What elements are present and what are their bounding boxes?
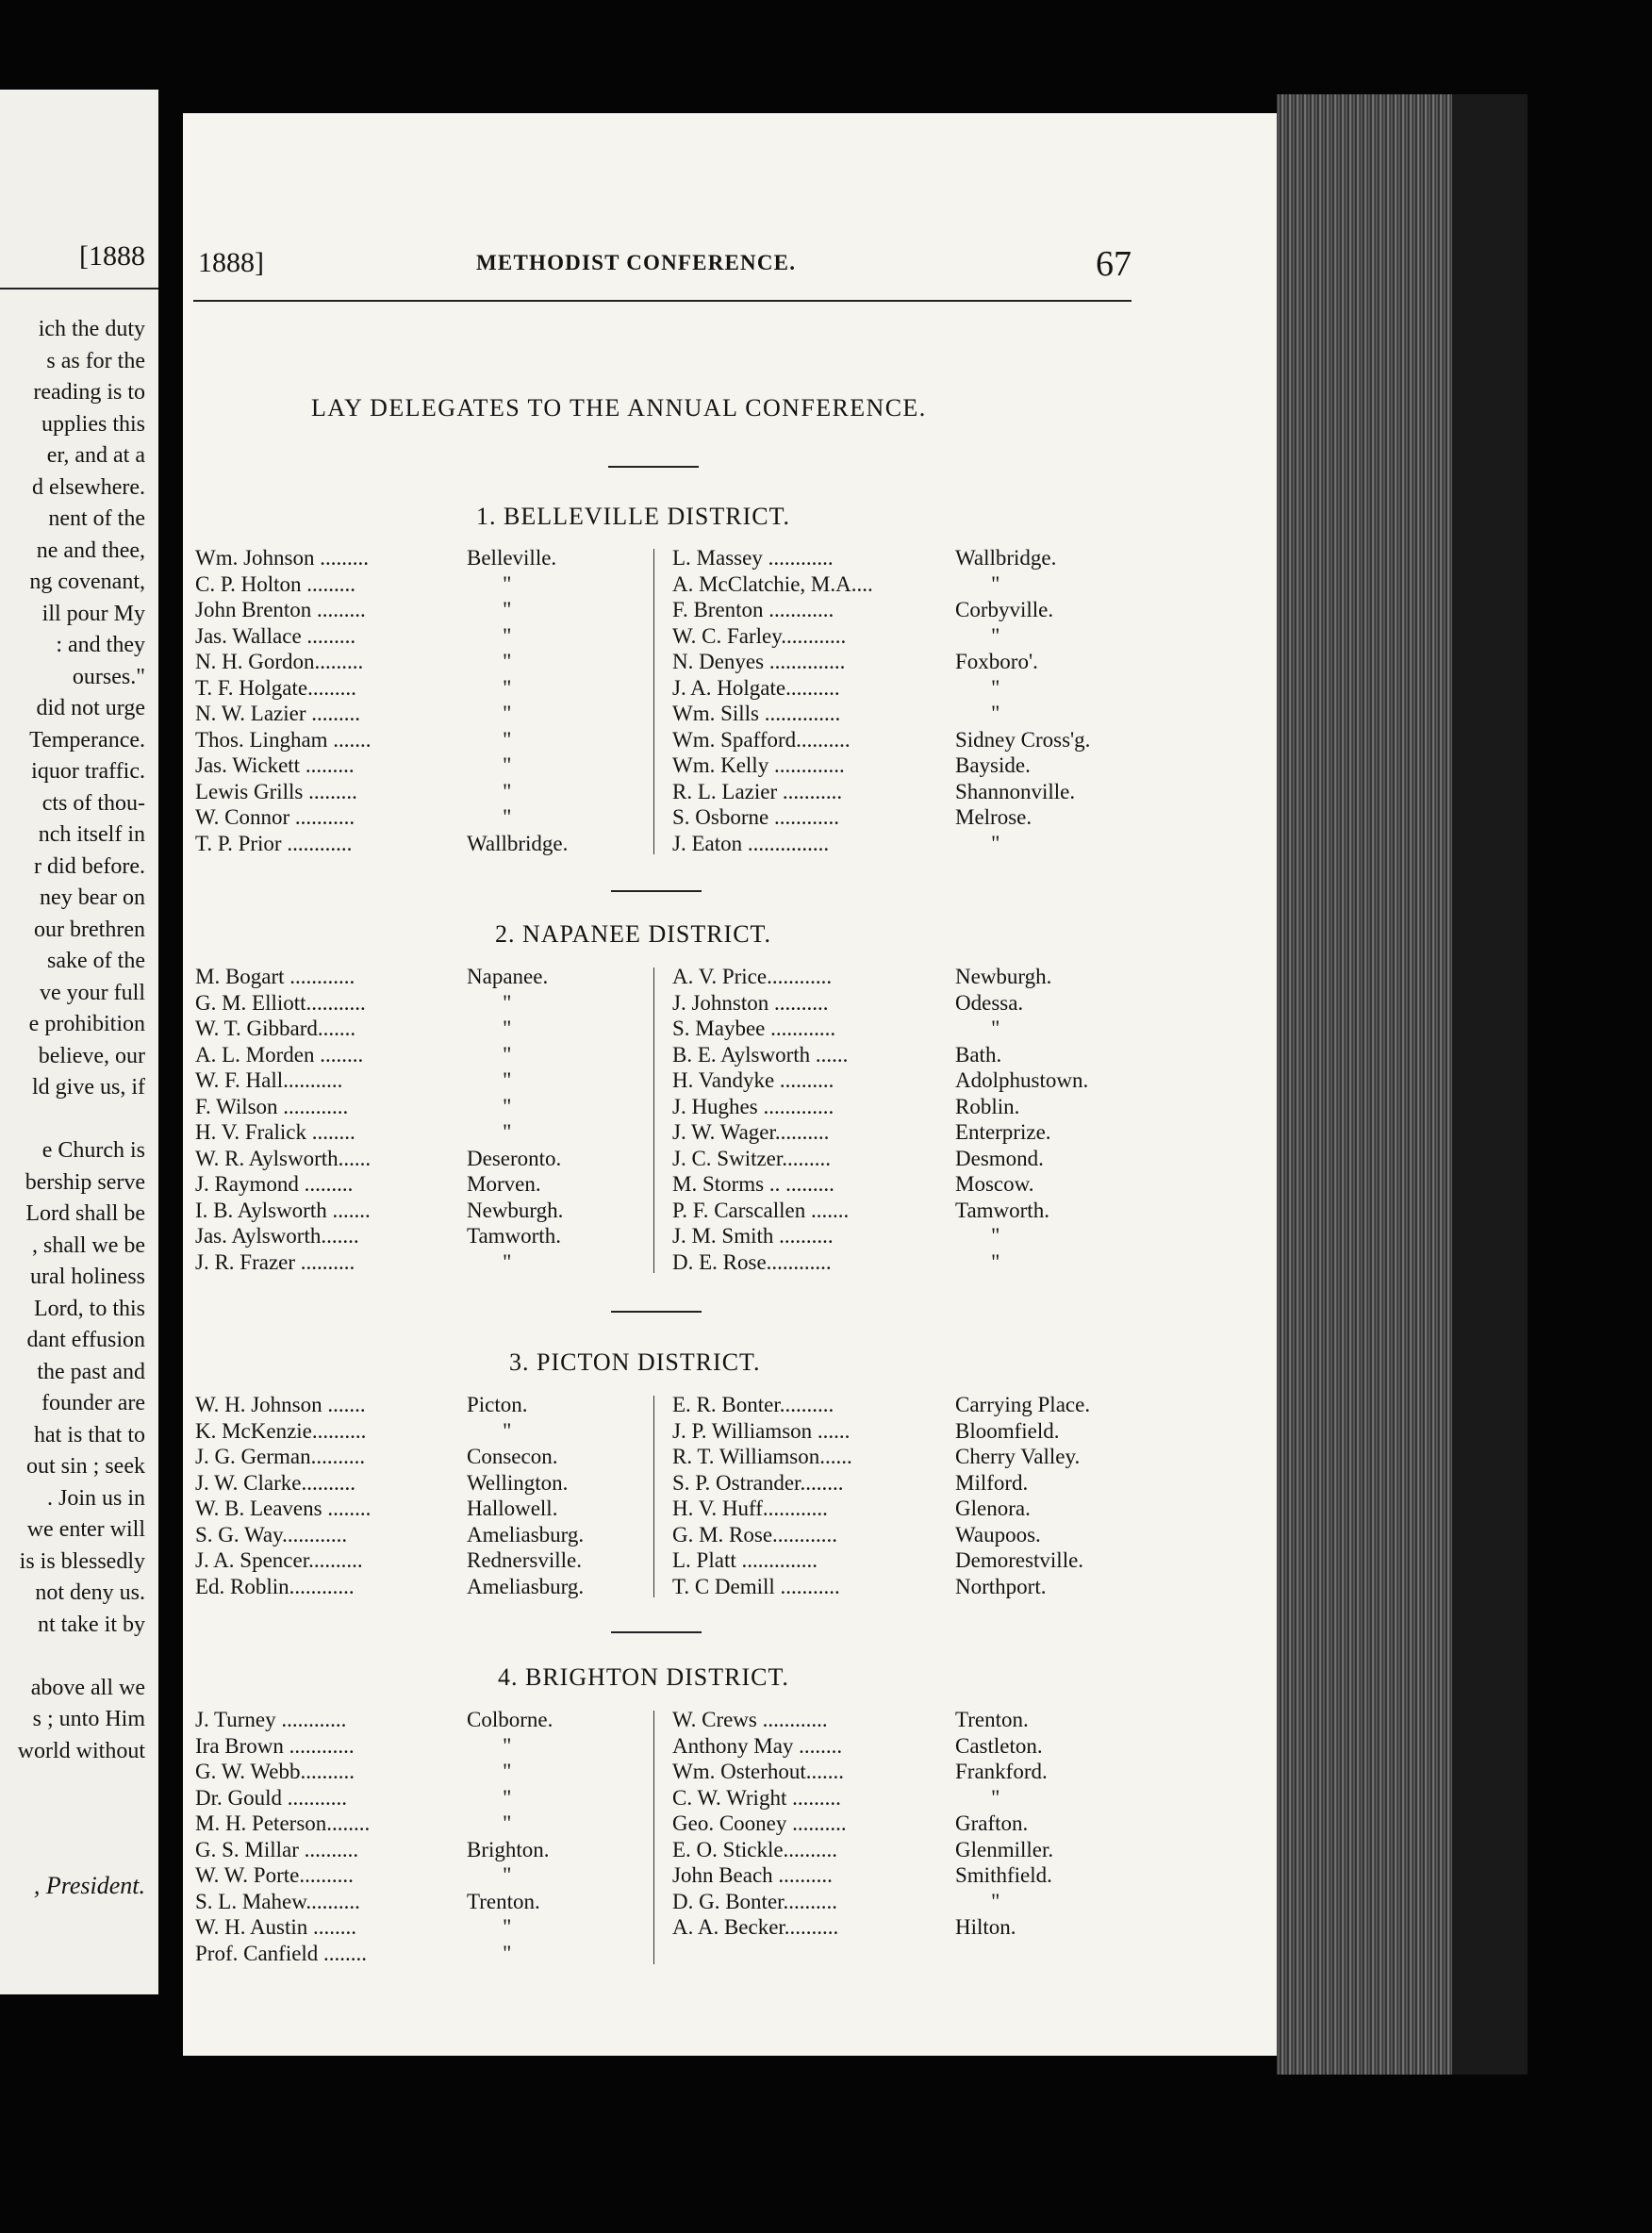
delegate-name: S. G. Way............ [195,1522,348,1547]
left-page-line: our brethren [34,917,145,942]
left-page-text [18,314,145,1767]
district-title: 1. BELLEVILLE DISTRICT. [476,503,791,530]
delegate-name: H. V. Fralick ........ [195,1120,355,1144]
delegate-place: " [503,650,512,673]
delegate-name: R. T. Williamson...... [672,1445,852,1468]
delegate-place: " [503,990,512,1015]
delegate-name: J. M. Smith .......... [672,1224,834,1248]
delegate-name: T. P. Prior ............ [195,831,353,855]
delegate-place: Glenora. [955,1497,1031,1520]
left-page-line: upplies this [41,411,145,437]
delegate-place: Wallbridge. [467,831,569,855]
delegate-place: Newburgh. [955,965,1052,988]
delegate-name: G. M. Elliott........... [195,990,366,1015]
delegate-place: Consecon. [467,1445,558,1468]
left-page-line: e prohibition [28,1012,145,1036]
left-page-line: world without [17,1738,145,1763]
delegate-place: " [503,1042,512,1067]
delegate-place: Trenton. [467,1889,540,1913]
delegate-name: Jas. Wallace ......... [195,623,356,648]
section-title: LAY DELEGATES TO THE ANNUAL CONFERENCE. [311,394,927,422]
delegate-place: Glenmiller. [955,1837,1054,1861]
delegate-name: Geo. Cooney .......... [672,1811,847,1835]
delegate-name: J. Eaton ............... [672,831,830,855]
delegate-place: Carrying Place. [955,1393,1091,1416]
delegate-place: Bayside. [955,753,1031,777]
left-page-line: d elsewhere. [32,474,145,500]
left-page-line: we enter will [26,1517,145,1542]
delegate-name: M. H. Peterson........ [195,1811,371,1835]
left-page-line: s as for the [46,348,145,373]
delegate-name: T. C Demill ........... [672,1574,840,1598]
left-page-line: nt take it by [38,1612,145,1637]
delegate-name: A. V. Price............ [672,965,833,988]
delegate-name: J. A. Holgate.......... [672,675,840,700]
left-page-line: Lord, to this [34,1296,145,1321]
delegate-name: M. Bogart ............ [195,965,355,988]
delegate-name: G. M. Rose............ [672,1522,838,1547]
delegate-place: Brighton. [467,1837,550,1861]
delegate-name: Prof. Canfield ........ [195,1941,368,1965]
left-page-footer: , President. [33,1872,145,1899]
left-page-line: r did before. [34,853,145,879]
delegate-place: " [991,1889,1000,1913]
delegate-name: Dr. Gould ........... [195,1785,347,1810]
delegate-name: Lewis Grills ......... [195,779,357,803]
district-separator-rule [611,1631,702,1633]
delegate-place: " [503,1760,512,1783]
delegate-name: G. S. Millar .......... [195,1837,359,1861]
district-title: 3. PICTON DISTRICT. [509,1348,761,1376]
running-head-title: METHODIST CONFERENCE. [476,251,797,274]
left-page-line: . Join us in [46,1485,145,1511]
delegate-name: W. R. Aylsworth...... [195,1146,372,1170]
delegate-place: Moscow. [955,1172,1034,1196]
delegate-place: Waupoos. [955,1522,1041,1547]
left-page-fragment [0,90,158,1994]
delegate-place: " [991,571,1000,596]
left-page-line: ourses." [72,664,145,689]
delegate-place: Cherry Valley. [955,1445,1081,1468]
delegate-name: D. G. Bonter.......... [672,1889,838,1913]
delegate-place: " [503,1120,512,1144]
delegate-name: N. H. Gordon......... [195,650,364,673]
district-separator-rule [611,890,702,892]
delegate-name: H. V. Huff............ [672,1497,828,1520]
delegate-place: Picton. [467,1393,528,1416]
delegate-name: S. P. Ostrander........ [672,1470,844,1495]
delegate-name: Jas. Aylsworth....... [195,1224,359,1248]
delegate-place: Tamworth. [955,1198,1049,1222]
delegate-name: W. H. Austin ........ [195,1915,357,1939]
delegate-place: Enterprize. [955,1120,1051,1144]
delegate-place: " [503,1418,512,1443]
left-page-line: er, and at a [46,443,145,468]
delegate-place: Newburgh. [467,1198,564,1222]
delegate-name: J. W. Wager.......... [672,1120,830,1144]
delegate-place: " [503,598,512,621]
district-title: 2. NAPANEE DISTRICT. [495,920,772,948]
delegate-name: Wm. Spafford.......... [672,727,851,752]
district-title: 4. BRIGHTON DISTRICT. [498,1663,789,1691]
left-page-line: did not urge [36,696,145,720]
delegate-place: " [503,753,512,777]
delegate-place: " [991,1224,1000,1248]
delegate-name: F. Wilson ............ [195,1094,349,1118]
delegate-name: N. W. Lazier ......... [195,702,361,725]
left-page-line: sake of the [47,949,145,973]
delegate-name: W. B. Leavens ........ [195,1497,372,1520]
page-number: 67 [1096,244,1132,284]
delegate-place: Demorestville. [955,1548,1084,1572]
left-page-line [18,1104,145,1136]
delegate-place: " [503,779,512,803]
delegate-name: G. W. Webb.......... [195,1760,355,1783]
delegate-place: Foxboro'. [955,650,1038,673]
left-page-line: dant effusion [26,1328,145,1352]
delegate-name: B. E. Aylsworth ...... [672,1042,849,1067]
delegate-name: J. W. Clarke.......... [195,1470,355,1495]
delegate-place: Trenton. [955,1708,1029,1731]
delegate-place: Melrose. [955,805,1032,829]
delegate-name: Wm. Sills .............. [672,702,841,725]
delegate-place: Smithfield. [955,1863,1052,1887]
delegate-name: H. Vandyke .......... [672,1068,834,1092]
left-page-line: ng covenant, [29,570,145,594]
delegate-name: J. Turney ............ [195,1708,347,1731]
delegate-place: Rednersville. [467,1548,582,1572]
delegate-place: " [991,1785,1000,1810]
delegate-name: J. G. German.......... [195,1445,366,1468]
delegate-name: S. Osborne ............ [672,805,839,829]
left-page-line: is is blessedly [19,1548,145,1574]
book-gutter [158,0,183,2233]
delegate-name: Wm. Kelly ............. [672,753,845,777]
delegate-place: Shannonville. [955,779,1076,803]
delegate-place: Napanee. [467,965,549,988]
delegate-name: J. R. Frazer .......... [195,1249,355,1274]
page-edges-shadow [1452,94,1528,2075]
column-divider [653,968,654,1273]
delegate-name: K. McKenzie.......... [195,1418,367,1443]
delegate-place: " [991,1249,1000,1274]
left-page-line: above all we [30,1675,145,1700]
title-rule [608,466,699,468]
left-page-line: ill pour My [41,601,145,626]
left-page-line: founder are [41,1391,145,1415]
delegate-name: S. L. Mahew.......... [195,1889,360,1913]
delegate-place: " [991,623,1000,648]
column-divider [653,1396,654,1597]
delegate-name: F. Brenton ............ [672,598,834,621]
delegate-place: Adolphustown. [955,1068,1089,1092]
running-head-year: 1888] [198,247,264,278]
delegate-name: A. L. Morden ........ [195,1042,364,1067]
delegate-name: E. O. Stickle.......... [672,1837,838,1861]
delegate-place: Wellington. [467,1470,569,1495]
delegate-place: Colborne. [467,1708,553,1731]
delegate-place: Sidney Cross'g. [955,727,1091,752]
delegate-name: W. F. Hall........... [195,1068,343,1092]
left-page-line: ney bear on [40,885,145,910]
delegate-place: Roblin. [955,1094,1020,1118]
delegate-name: J. P. Williamson ...... [672,1418,851,1443]
delegate-name: L. Massey ............ [672,546,834,570]
left-page-line: out sin ; seek [26,1454,145,1479]
left-page-line: nent of the [48,506,145,531]
delegate-name: John Brenton ......... [195,598,366,621]
delegate-name: L. Platt .............. [672,1548,818,1572]
delegate-place: Hallowell. [467,1497,558,1520]
delegate-name: Ed. Roblin............ [195,1574,355,1598]
delegate-name: J. Johnston .......... [672,990,829,1015]
delegate-place: Ameliasburg. [467,1522,585,1547]
column-divider [653,549,654,854]
delegate-place: Castleton. [955,1733,1043,1758]
delegate-name: D. E. Rose............ [672,1249,832,1274]
delegate-place: " [991,702,1000,725]
delegate-name: M. Storms .. ......... [672,1172,834,1196]
delegate-place: Desmond. [955,1146,1044,1170]
delegate-name: J. Hughes ............. [672,1094,834,1118]
left-page-line: cts of thou- [41,790,145,816]
delegate-place: Belleville. [467,546,557,570]
delegate-place: " [503,675,512,700]
delegate-place: " [503,805,512,829]
left-page-line: the past and [37,1359,145,1384]
delegate-place: Morven. [467,1172,541,1196]
delegate-place: Odessa. [955,990,1024,1015]
left-page-line: hat is that to [34,1422,145,1447]
delegate-name: Wm. Johnson ......... [195,546,369,570]
delegate-place: " [991,675,1000,700]
delegate-place: " [503,727,512,752]
left-page-line: bership serve [25,1169,145,1195]
delegate-name: R. L. Lazier ........... [672,779,843,803]
delegate-name: Wm. Osterhout....... [672,1760,845,1783]
delegate-name: A. McClatchie, M.A.... [672,571,873,596]
left-page-line: Temperance. [29,727,145,753]
delegate-place: Corbyville. [955,598,1054,621]
left-page-line: Lord shall be [25,1201,145,1226]
delegate-name: J. Raymond ......... [195,1172,354,1196]
delegate-place: " [503,1249,512,1274]
delegate-name: Jas. Wickett ......... [195,753,355,777]
delegate-place: " [503,1785,512,1810]
delegate-place: Frankford. [955,1760,1048,1783]
delegate-name: W. W. Porte.......... [195,1863,354,1887]
delegate-name: A. A. Becker.......... [672,1915,839,1939]
left-page-line: nch itself in [38,822,145,847]
left-page-line: believe, our [38,1043,145,1068]
left-page-line [18,1641,145,1673]
left-page-line: : and they [56,633,145,657]
delegate-name: P. F. Carscallen ....... [672,1198,850,1222]
delegate-place: " [503,623,512,648]
delegate-place: " [503,1863,512,1887]
delegate-place: " [991,1017,1000,1040]
left-page-line: ural holiness [30,1265,145,1289]
delegate-name: Ira Brown ............ [195,1733,355,1758]
delegate-name: W. Connor ........... [195,805,355,829]
district-separator-rule [611,1311,702,1313]
delegate-name: W. C. Farley............ [672,623,847,648]
delegate-place: " [503,1915,512,1939]
delegate-place: " [991,831,1000,855]
left-page-line: not deny us. [35,1580,145,1605]
delegate-name: E. R. Bonter.......... [672,1393,834,1416]
delegate-place: " [503,1068,512,1092]
delegate-name: C. W. Wright ......... [672,1785,841,1810]
delegate-place: " [503,1094,512,1118]
delegate-name: W. Crews ............ [672,1708,828,1731]
delegate-name: Anthony May ........ [672,1733,843,1758]
delegate-name: T. F. Holgate......... [195,675,356,700]
delegate-place: Ameliasburg. [467,1574,585,1598]
left-header-rule [0,288,158,289]
delegate-name: John Beach .......... [672,1863,833,1887]
column-divider [653,1711,654,1964]
delegate-name: W. H. Johnson ....... [195,1393,366,1416]
left-page-line: reading is to [33,380,145,405]
delegate-place: Bloomfield. [955,1418,1060,1443]
delegate-name: Thos. Lingham ....... [195,727,372,752]
left-page-line: ve your full [40,980,145,1005]
header-rule [193,300,1132,302]
delegate-name: J. C. Switzer......... [672,1146,832,1170]
delegate-place: Deseronto. [467,1146,562,1170]
delegate-place: Northport. [955,1574,1047,1598]
delegate-place: " [503,702,512,725]
delegate-place: " [503,1017,512,1040]
left-page-header: [1888 [79,240,145,272]
left-page-line: ne and thee, [36,538,145,563]
delegate-place: " [503,1811,512,1835]
left-page-line: ich the duty [38,317,145,341]
delegate-place: Grafton. [955,1811,1029,1835]
delegate-name: S. Maybee ............ [672,1017,836,1040]
delegate-name: W. T. Gibbard....... [195,1017,356,1040]
left-page-line: ld give us, if [32,1075,145,1100]
delegate-place: Wallbridge. [955,546,1057,570]
delegate-place: " [503,1733,512,1758]
left-page-line: iquor traffic. [31,759,145,784]
delegate-place: Bath. [955,1042,1002,1067]
left-page-line: s ; unto Him [32,1707,145,1731]
delegate-name: N. Denyes .............. [672,650,846,673]
left-page-line: e Church is [41,1138,145,1163]
delegate-name: I. B. Aylsworth ....... [195,1198,371,1222]
delegate-place: " [503,1941,512,1965]
delegate-place: Tamworth. [467,1224,561,1248]
delegate-place: Hilton. [955,1915,1016,1939]
left-page-line: , shall we be [32,1232,145,1258]
delegate-place: Milford. [955,1470,1029,1495]
delegate-name: J. A. Spencer.......... [195,1548,363,1572]
delegate-place: " [503,571,512,596]
delegate-name: C. P. Holton ......... [195,571,355,596]
